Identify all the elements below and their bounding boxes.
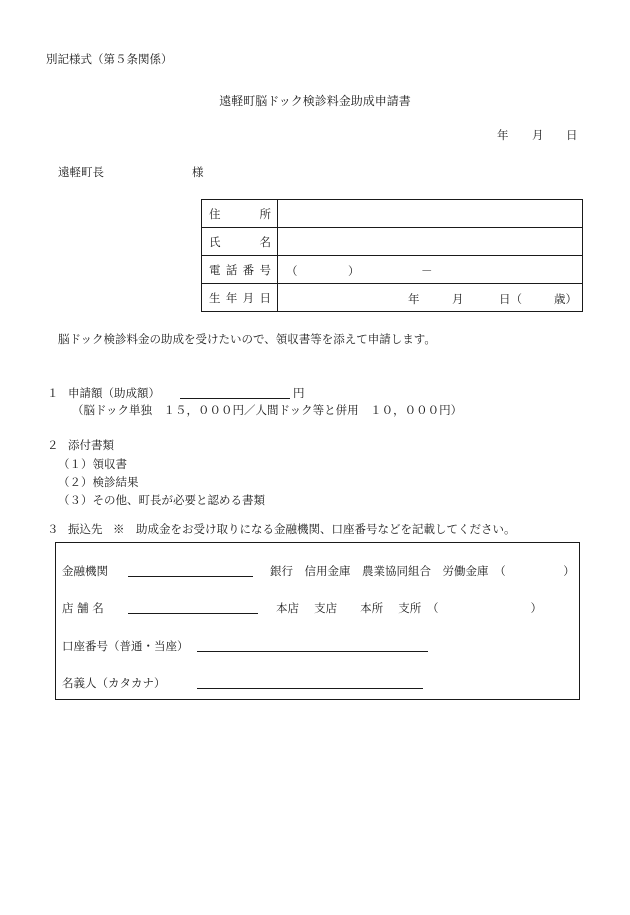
bank-label: 金融機関 — [62, 564, 108, 578]
holder-label: 名義人（カタカナ） — [62, 676, 166, 690]
branch-types: 本店 支店 本所 支所 （ ） — [276, 601, 543, 615]
name-label-char: 氏 — [209, 234, 221, 249]
bank-types: 銀行 信用金庫 農業協同組合 労働金庫 （ ） — [270, 564, 575, 578]
addressee-honorific: 様 — [192, 165, 204, 179]
form-title: 遠軽町脳ドック検診料金助成申請書 — [219, 94, 411, 108]
section1-number: １ — [47, 386, 59, 400]
name-label-char: 名 — [259, 234, 271, 249]
date-day: 日 — [566, 128, 578, 142]
section1-label: 申請額（助成額） — [68, 386, 160, 400]
phone-label-char: 番 — [242, 262, 255, 277]
address-field[interactable] — [278, 200, 583, 228]
holder-name-field[interactable] — [197, 688, 423, 689]
birth-day-label: 日（ — [499, 292, 522, 306]
name-field[interactable] — [278, 228, 583, 256]
phone-field[interactable] — [278, 256, 583, 284]
branch-label: 店 舗 名 — [62, 601, 104, 615]
section1-note: （脳ドック単独 １５，０００円／人間ドック等と併用 １０，０００円） — [72, 403, 463, 417]
applicant-row-name — [202, 228, 583, 256]
bank-name-field[interactable] — [128, 576, 253, 577]
phone-open-paren: （ — [286, 264, 298, 278]
phone-dash: － — [421, 264, 433, 278]
phone-label-char: 電 — [209, 262, 221, 277]
branch-name-field[interactable] — [128, 613, 258, 614]
section2-item: （３）その他、町長が必要と認める書類 — [58, 493, 265, 507]
birth-label — [202, 284, 278, 312]
section2-item: （１）領収書 — [58, 457, 127, 471]
section3-label: 振込先 — [68, 522, 103, 536]
birth-field[interactable] — [278, 284, 583, 312]
birth-year-label: 年 — [408, 292, 420, 306]
account-label: 口座番号（普通・当座） — [62, 639, 189, 653]
section3-note: ※ 助成金をお受け取りになる金融機関、口座番号などを記載してください。 — [113, 522, 516, 536]
date-month: 月 — [532, 128, 544, 142]
address-label-char: 所 — [259, 206, 271, 221]
section1-amount-field[interactable] — [180, 398, 290, 399]
bank-info-box — [55, 542, 580, 700]
account-number-field[interactable] — [197, 651, 428, 652]
date-year: 年 — [497, 128, 509, 142]
statement: 脳ドック検診料金の助成を受けたいので、領収書等を添えて申請します。 — [58, 332, 436, 346]
birth-label-char: 生 — [209, 290, 221, 305]
address-label-char: 住 — [209, 206, 221, 221]
phone-label-char: 話 — [225, 262, 238, 277]
birth-label-char: 年 — [225, 290, 238, 305]
addressee-name: 遠軽町長 — [58, 165, 104, 179]
birth-label-char: 日 — [259, 290, 271, 305]
applicant-row-phone — [202, 256, 583, 284]
form-number: 別記様式（第５条関係） — [46, 52, 173, 66]
phone-close-paren: ） — [348, 264, 360, 278]
section1-unit: 円 — [293, 386, 305, 400]
phone-label — [202, 256, 278, 284]
section2-number: ２ — [47, 438, 59, 452]
applicant-table — [201, 199, 583, 312]
section2-label: 添付書類 — [68, 438, 114, 452]
birth-age-label: 歳） — [554, 292, 577, 306]
address-label — [202, 200, 278, 228]
birth-label-char: 月 — [242, 290, 255, 305]
name-label — [202, 228, 278, 256]
applicant-row-birth — [202, 284, 583, 312]
applicant-row-address — [202, 200, 583, 228]
phone-label-char: 号 — [259, 262, 271, 277]
section3-number: ３ — [47, 522, 59, 536]
birth-month-label: 月 — [452, 292, 464, 306]
section2-item: （２）検診結果 — [58, 475, 139, 489]
